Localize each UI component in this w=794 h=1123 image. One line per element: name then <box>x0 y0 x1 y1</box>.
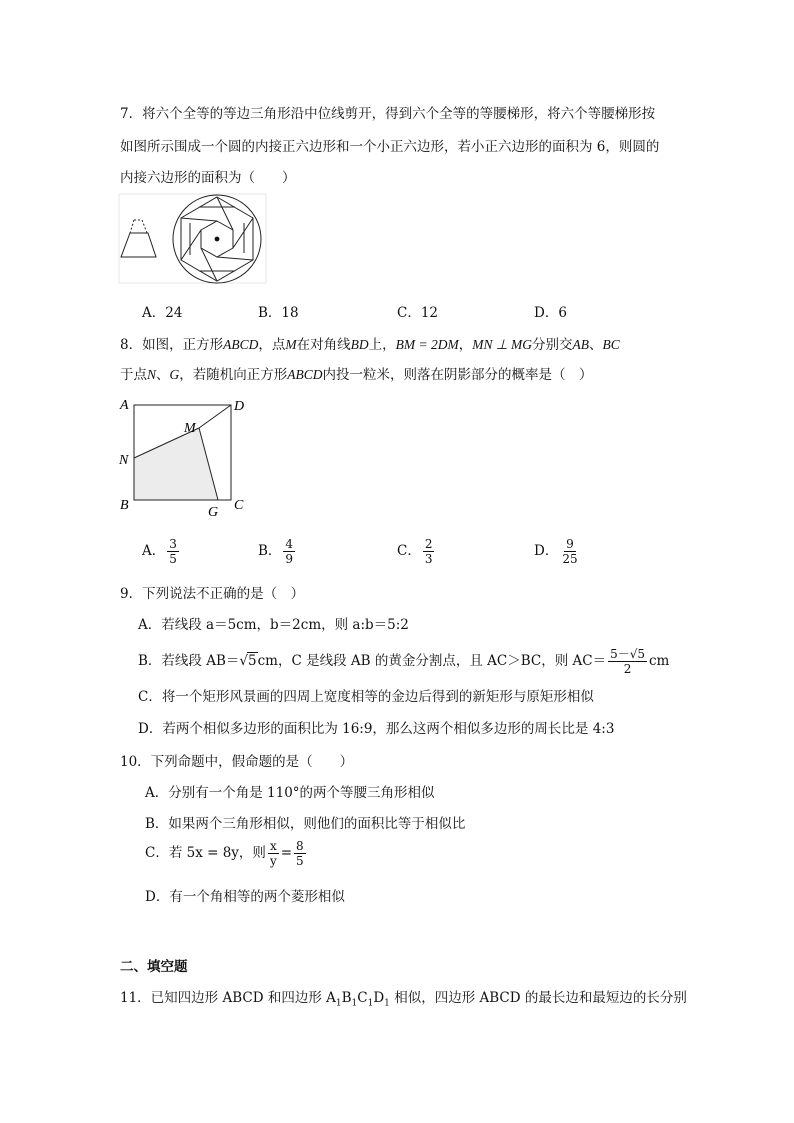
q7-line-2: 如图所示围成一个圆的内接正六边形和一个小正六边形，若小正六边形的面积为 6，则圆的 <box>120 139 660 155</box>
q7-option-c: C．12 <box>397 305 439 321</box>
q7-option-d: D．6 <box>534 305 567 321</box>
q9-option-d: D．若两个相似多边形的面积比为 16:9，那么这两个相似多边形的周长比是 4:3 <box>138 721 615 737</box>
q11-line-1: 11．已知四边形 ABCD 和四边形 $A_1B_1C_1D_1$ 相似，四边形 ABCD 的最长边和最短边的长分别 <box>120 990 687 1009</box>
q8-option-b: B． $\frac{4}{9}$ <box>258 537 294 566</box>
q8-option-a: A． $\frac{3}{5}$ <box>142 537 177 566</box>
q8-option-d: D． $\frac{9}{25}$ <box>534 537 578 566</box>
q9-option-c: C．将一个矩形风景画的四周上宽度相等的金边后得到的新矩形与原矩形相似 <box>138 689 594 705</box>
trapezoid-shape <box>121 220 156 257</box>
q9-option-b: B．若线段 AB＝√5cm，C 是线段 AB 的黄金分割点，且 AC＞BC，则 AC＝ $\frac{5-√5}{2}$ cm <box>138 647 670 676</box>
q7-line-1: 7．将六个全等的等边三角形沿中位线剪开，得到六个全等的等腰梯形，将六个等腰梯形按 <box>120 106 656 122</box>
label-a: A <box>120 398 129 413</box>
label-m: M <box>184 421 196 436</box>
q7-line-3: 内接六边形的面积为（ ） <box>120 170 296 186</box>
label-n: N <box>119 453 129 468</box>
label-c: C <box>234 498 244 513</box>
section-fill-in-blank-title: 二、填空题 <box>120 959 188 975</box>
q8-option-c: C． $\frac{2}{3}$ <box>397 537 433 566</box>
q10-option-b: B．如果两个三角形相似，则他们的面积比等于相似比 <box>145 816 466 832</box>
q7-option-b: B．18 <box>258 305 299 321</box>
q10-option-d: D．有一个角相等的两个菱形相似 <box>145 889 345 905</box>
q7-option-a: A．24 <box>142 305 183 321</box>
label-g: G <box>208 505 219 520</box>
q8-line-1: 8．如图，正方形ABCD，点M在对角线BD上，BM = 2DM，MN ⊥ MG分别交AB、BC <box>120 337 620 353</box>
q10-option-c: C．若 5x = 8y，则 $\frac{x}{y}$ = $\frac{8}{5}$ <box>145 839 304 868</box>
q8-line-2: 于点N、G，若随机向正方形ABCD内投一粒米，则落在阴影部分的概率是（ ） <box>120 367 593 383</box>
q10-option-a: A．分别有一个角是 110°的两个等腰三角形相似 <box>145 785 435 801</box>
label-d: D <box>234 399 245 414</box>
q9-stem: 9．下列说法不正确的是（ ） <box>120 586 305 602</box>
q9-option-a: A．若线段 a＝5cm，b＝2cm，则 a:b＝5:2 <box>138 617 409 633</box>
q7-figure <box>118 193 268 285</box>
q10-stem: 10．下列命题中，假命题的是（ ） <box>120 754 354 770</box>
q8-square-figure <box>116 394 256 520</box>
label-b: B <box>120 498 129 513</box>
